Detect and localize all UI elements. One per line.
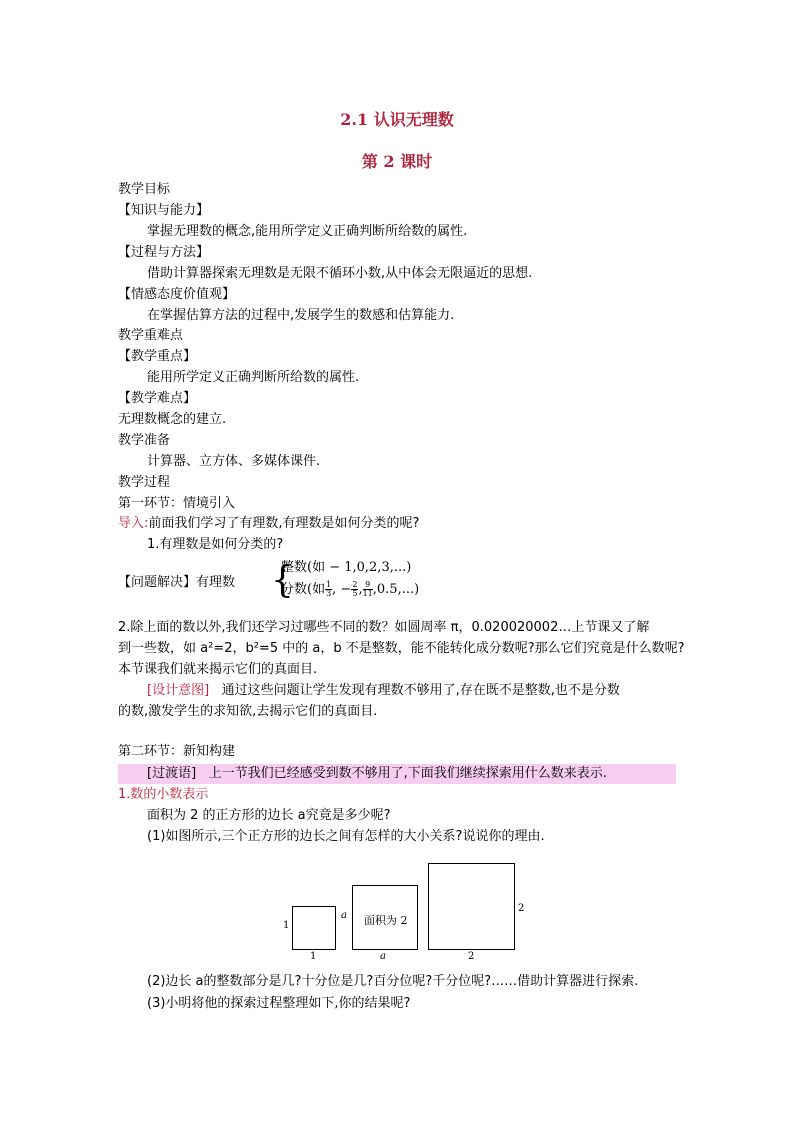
intro-label: 导入: [118, 516, 149, 531]
question-2-line-2: 到一些数，如 a²=2，b²=5 中的 a，b 不是整数，能不能转化成分数呢?那么它们究竟是什么数呢? [118, 641, 685, 656]
emotion-label: 【情感态度价值观】 [118, 287, 236, 302]
process-heading: 教学过程 [118, 475, 171, 490]
difficulty-label: 【教学难点】 [118, 391, 197, 406]
fraction-two-fifths: $\frac{2}{5}$ [352, 580, 358, 598]
integer-row: 整数(如 − 1,0,2,3,...) [281, 560, 412, 575]
square-2-side-bottom: a [380, 951, 386, 962]
transition-line: [过渡语] 上一节我们已经感受到数不够用了,下面我们继续探索用什么数来表示. [147, 766, 607, 781]
difficulty-text: 无理数概念的建立. [118, 412, 227, 427]
square-side-2 [428, 863, 515, 950]
process-method-text: 借助计算器探索无理数是无限不循环小数,从中体会无限逼近的思想. [147, 266, 533, 281]
transition-label: [过渡语] [147, 766, 197, 781]
square-3-side-right: 2 [518, 903, 525, 914]
square-2-area-label: 面积为 2 [364, 914, 408, 927]
design-label: [设计意图] [147, 683, 210, 698]
objectives-heading: 教学目标 [118, 182, 171, 197]
intro-line [118, 514, 419, 534]
square-3-side-bottom: 2 [468, 951, 475, 962]
sub-question-1: (1)如图所示,三个正方形的边长之间有怎样的大小关系?说说你的理由. [147, 829, 545, 844]
prep-text: 计算器、立方体、多媒体课件. [147, 454, 321, 469]
page-title: 2.1 认识无理数 [340, 110, 454, 129]
question-2-line-1: 2.除上面的数以外,我们还学习过哪些不同的数？如圆周率 π，0.020020002…上节课又了解 [118, 620, 650, 635]
brace: { [271, 560, 294, 601]
focus-text: 能用所学定义正确判断所给数的属性. [147, 370, 360, 385]
design-line-2: 的数,激发学生的求知欲,去揭示它们的真面目. [118, 704, 378, 719]
step1-heading: 第一环节：情境引入 [118, 496, 236, 511]
intro-text: 前面我们学习了有理数,有理数是如何分类的呢? [148, 516, 420, 531]
step2-heading: 第二环节：新知构建 [118, 744, 236, 759]
solve-label: 【问题解决】有理数 [118, 575, 236, 590]
question-2-line-3: 本节课我们就来揭示它们的真面目. [118, 662, 318, 677]
page-subtitle: 第 2 课时 [361, 152, 433, 171]
area-question: 面积为 2 的正方形的边长 a究竟是多少呢? [147, 808, 391, 823]
process-method-label: 【过程与方法】 [118, 245, 210, 260]
square-side-1 [292, 906, 336, 950]
key-points-heading: 教学重难点 [118, 328, 184, 343]
knowledge-label: 【知识与能力】 [118, 203, 210, 218]
fraction-nine-elevenths: $\frac{9}{11}$ [362, 580, 373, 598]
design-line-1: [设计意图] 通过这些问题让学生发现有理数不够用了,存在既不是整数,也不是分数 [147, 683, 620, 698]
fraction-row: 分数(如 $\frac{1}{3}$ , − $\frac{2}{5}$ , $\frac{9}{11}$ ,0.5,...) [281, 580, 420, 598]
emotion-text: 在掌握估算方法的过程中,发展学生的数感和估算能力. [147, 308, 455, 323]
fraction-one-third: $\frac{1}{3}$ [326, 580, 332, 598]
square-1-side-bottom: 1 [310, 951, 317, 962]
square-2-side-left: a [341, 910, 347, 921]
sub-question-3: (3)小明将他的探索过程整理如下,你的结果呢? [147, 996, 411, 1011]
square-1-side-left: 1 [283, 920, 290, 931]
question-1: 1.有理数是如何分类的? [147, 537, 284, 552]
section-1-heading: 1.数的小数表示 [118, 787, 209, 802]
sub-question-2: (2)边长 a的整数部分是几?十分位是几?百分位呢?千分位呢?……借助计算器进行探索. [147, 974, 639, 989]
knowledge-text: 掌握无理数的概念,能用所学定义正确判断所给数的属性. [147, 224, 468, 239]
prep-heading: 教学准备 [118, 433, 171, 448]
focus-label: 【教学重点】 [118, 349, 197, 364]
